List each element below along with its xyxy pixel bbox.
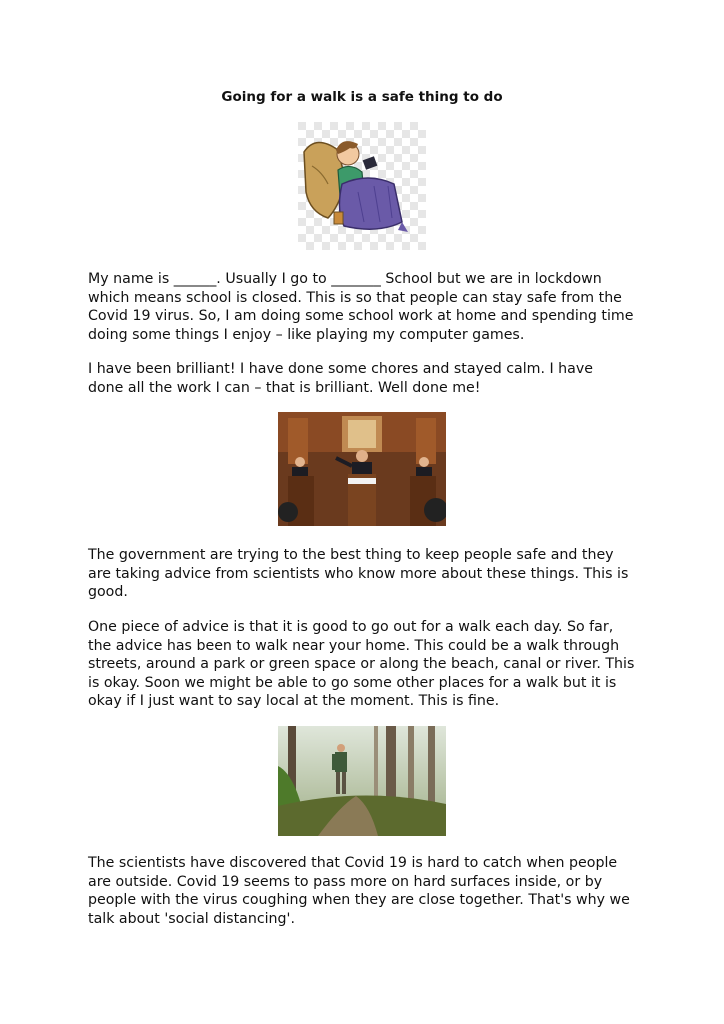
boy-tablet-illustration [298,122,426,250]
text-line: One piece of advice is that it is good to go out for a walk each day. So far, [88,619,614,635]
press-conference-photo [278,412,446,526]
text-line: The scientists have discovered that Covid 19 is hard to catch when people [88,855,618,871]
text-line: which means school is closed. This is so that people can stay safe from the [88,289,622,306]
text-line: the advice has been to walk near your home. This could be a walk through [88,637,620,654]
paragraph-brilliant [88,360,648,397]
text-line: Covid 19 virus. So, I am doing some school work at home and spending time [88,308,634,325]
text-line: The government are trying to the best thing to keep people safe and they [88,547,614,563]
text-line: doing some things I enjoy – like playing my computer games. [88,326,525,343]
paragraph-advice [88,618,648,711]
text-line: are taking advice from scientists who know more about these things. This is [88,565,629,582]
text-line: is okay. Soon we might be able to go some other places for a walk but it is [88,674,617,691]
text-line: streets, around a park or green space or along the beach, canal or river. This [88,656,635,673]
text-line: talk about 'social distancing'. [88,910,295,927]
text-line: good. [88,584,128,601]
paragraph-intro [88,270,648,344]
text-line: are outside. Covid 19 seems to pass more on hard surfaces inside, or by [88,873,603,890]
paragraph-scientists [88,854,648,928]
text-line: people with the virus coughing when they are close together. That's why we [88,892,630,909]
paragraph-government [88,546,648,602]
text-line: okay if I just want to say local at the moment. This is fine. [88,693,500,710]
text-line: done all the work I can – that is brilliant. Well done me! [88,379,481,396]
text-line: My name is ______. Usually I go to _______ School but we are in lockdown [88,271,602,287]
page-title: Going for a walk is a safe thing to do [221,89,503,105]
forest-walk-photo [278,726,446,836]
text-line: I have been brilliant! I have done some chores and stayed calm. I have [88,361,593,377]
